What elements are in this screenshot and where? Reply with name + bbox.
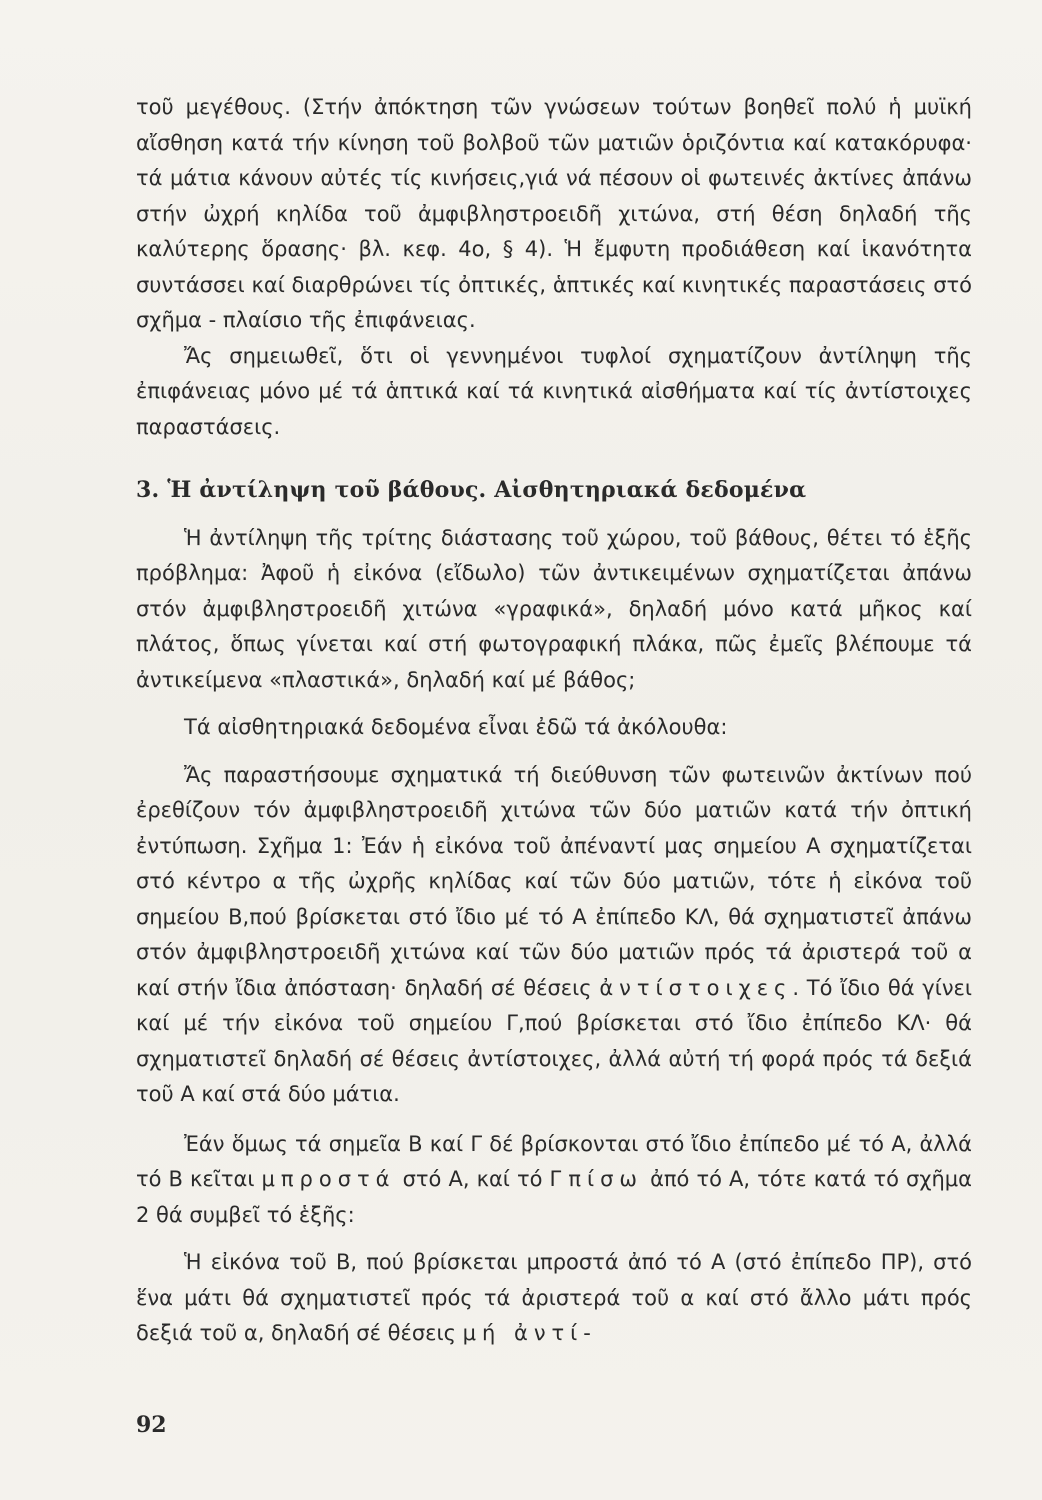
text-run: Ἄς παραστήσουμε σχηματικά τή διεύθυνση τῶν φωτεινῶν ἀκτίνων πού ἐρεθίζουν τόν ἀμφιβληστροειδῆ χιτώνα τῶν δύο ματιῶν κατά τήν ὀπτική ἐντύπωση. Σχῆμα 1: Ἐάν ἡ εἰκόνα τοῦ ἀπέναντί μας σημείου Α σχηματίζεται στό κέντρο α τῆς ὠχρῆς κηλίδας καί τῶν δύο ματιῶν, τότε ἡ εἰκόνα τοῦ σημείου Β,πού βρίσκεται στό ἴδιο μέ τό Α ἐπίπεδο ΚΛ, θά σχηματιστεῖ ἀπάνω στόν ἀμφιβληστροειδῆ χιτώνα καί τῶν δύο ματιῶν πρός τά ἀριστερά τοῦ α καί στήν ἴδια ἀπόσταση· δηλαδή σέ θέσεις xyxy=(136,762,972,1000)
paragraph xyxy=(136,1127,972,1234)
text-run: ἀπό τό Α, τότε κατά τό σχῆμα 2 θά συμβεῖ τό ἑξῆς: xyxy=(136,1167,972,1227)
paragraph: Ἡ ἀντίληψη τῆς τρίτης διάστασης τοῦ χώρου, τοῦ βάθους, θέτει τό ἑξῆς πρόβλημα: Ἀφοῦ ἡ εἰκόνα (εἴδωλο) τῶν ἀντικειμένων σχηματίζεται ἀπάνω στόν ἀμφιβληστροειδῆ χιτώνα «γραφικά», δηλαδή μόνο κατά μῆκος καί πλάτος, ὅπως γίνεται καί στή φωτογραφική πλάκα, πῶς ἐμεῖς βλέπουμε τά ἀντικείμενα «πλαστικά», δηλαδή καί μέ βάθος; xyxy=(136,525,972,692)
text-run: Ἐάν ὅμως τά σημεῖα Β καί Γ δέ βρίσκονται στό ἴδιο ἐπίπεδο μέ τό Α, ἀλλά τό Β κεῖται xyxy=(136,1131,972,1191)
emphasized-text: ἀντίστοιχες xyxy=(599,975,793,1000)
paragraph: Τά αἰσθητηριακά δεδομένα εἶναι ἐδῶ τά ἀκόλουθα: xyxy=(184,715,728,739)
paragraph: τοῦ μεγέθους. (Στήν ἀπόκτηση τῶν γνώσεων τούτων βοηθεῖ πολύ ἡ μυϊκή αἴσθηση κατά τήν κίνηση τοῦ βολβοῦ τῶν ματιῶν ὁριζόντια καί κατακόρυφα· τά μάτια κάνουν αὐτές τίς κινήσεις,γιά νά πέσουν οἱ φωτεινές ἀκτίνες ἀπάνω στήν ὠχρή κηλίδα τοῦ ἀμφιβληστροειδῆ χιτώνα, στή θέση δηλαδή τῆς καλύτερης ὅρασης· βλ. κεφ. 4ο, § 4). Ἡ ἔμφυτη προδιάθεση καί ἱκανότητα συντάσσει καί διαρθρώνει τίς ὀπτικές, ἁπτικές καί κινητικές παραστάσεις στό σχῆμα - πλαίσιο τῆς ἐπιφάνειας. xyxy=(136,95,972,332)
text-run: στό Α, καί τό Γ xyxy=(402,1167,562,1191)
text-run: Ἡ εἰκόνα τοῦ Β, πού βρίσκεται μπροστά ἀπό τό Α (στό ἐπίπεδο ΠΡ), στό ἕνα μάτι θά σχηματιστεῖ πρός τά ἀριστερά τοῦ α καί στό ἄλλο μάτι πρός δεξιά τοῦ α, δηλαδή σέ θέσεις xyxy=(136,1250,972,1345)
page-body xyxy=(136,90,972,1352)
emphasized-text: μπροστά xyxy=(261,1167,396,1191)
paragraph xyxy=(136,758,972,1113)
emphasized-text: μή ἀντί- xyxy=(462,1321,597,1345)
paragraph: Ἄς σημειωθεῖ, ὅτι οἱ γεννημένοι τυφλοί σχηματίζουν ἀντίληψη τῆς ἐπιφάνειας μόνο μέ τά ἁπτικά καί τά κινητικά αἰσθήματα καί τίς ἀντίστοιχες παραστάσεις. xyxy=(136,343,972,439)
emphasized-text: πίσω xyxy=(568,1167,643,1191)
paragraph xyxy=(136,1245,972,1352)
section-heading: 3. Ἡ ἀντίληψη τοῦ βάθους. Αἰσθητηριακά δεδομένα xyxy=(136,477,807,503)
page-number: 92 xyxy=(136,1412,167,1438)
text-run: . Τό ἴδιο θά γίνει καί μέ τήν εἰκόνα τοῦ σημείου Γ,πού βρίσκεται στό ἴδιο ἐπίπεδο ΚΛ· θά σχηματιστεῖ δηλαδή σέ θέσεις ἀντίστοιχες, ἀλλά αὐτή τή φορά πρός τά δεξιά τοῦ Α καί στά δύο μάτια. xyxy=(136,975,973,1106)
